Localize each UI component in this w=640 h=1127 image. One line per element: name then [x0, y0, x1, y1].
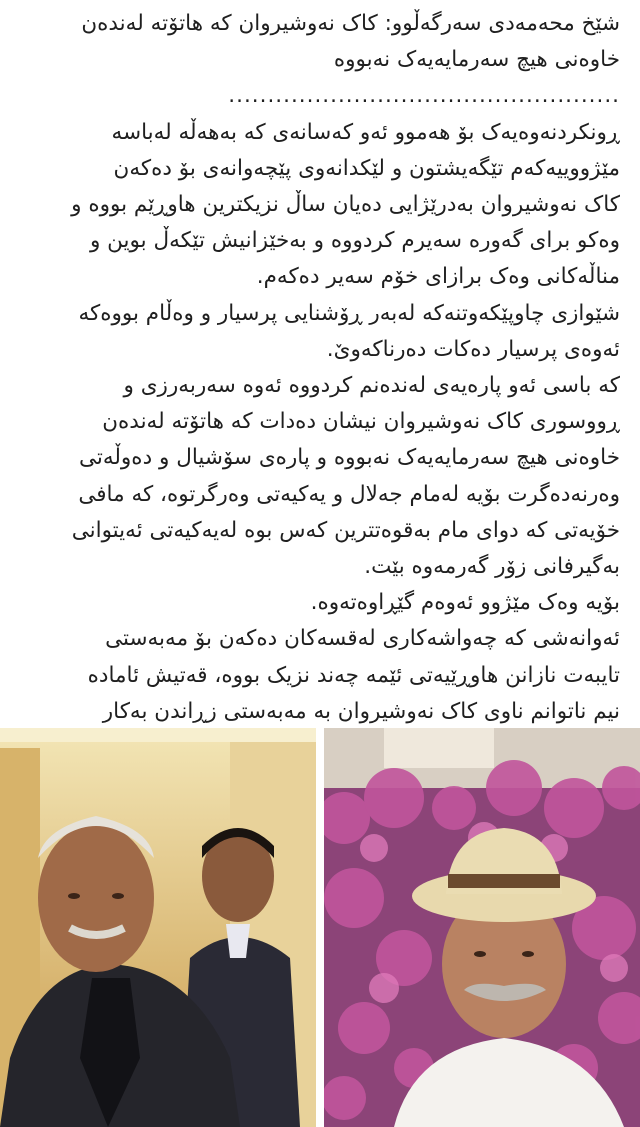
photo-man-straw-hat-bougainvillea[interactable]: [324, 728, 640, 1127]
photo-man-straw-hat-image: [324, 728, 640, 1127]
body-line: ڕونکردنەوەیەک بۆ هەموو ئەو کەسانەی کە بەهەڵە لەباسە: [111, 119, 620, 145]
body-line: وەکو برای گەورە سەیرم کردووە و بەخێزانیش تێکەڵ بوین و: [89, 228, 620, 254]
body-line: بۆیە وەک مێژوو ئەوەم گێڕاوەتەوە.: [310, 590, 620, 616]
body-line: ڕووسوری کاک نەوشیروان نیشان دەدات کە هاتۆتە لەندەن: [102, 409, 620, 435]
body-line: وەرنەدەگرت بۆیە لەمام جەلال و یەکیەتی وەرگرتوە، کە مافی: [78, 481, 620, 507]
photo-strip: [0, 728, 640, 1127]
body-line: مناڵەکانی وەک برازای خۆم سەیر دەکەم.: [256, 264, 620, 290]
body-line: ئەوەی پرسیار دەکات دەرناکەوێ.: [326, 336, 620, 362]
body-line: خۆیەتی کە دوای مام بەقوەتترین کەس بوە لەیەکیەتی ئەیتوانی: [71, 517, 620, 543]
body-line: ئەوانەشی کە چەواشەکاری لەقسەکان دەکەن بۆ مەبەستی: [105, 626, 620, 652]
body-line: خاوەنی هیچ سەرمایەیەک نەبووە و پارەی سۆشیال و دەوڵەتی: [78, 445, 620, 471]
separator-dots: ..................................................: [228, 83, 620, 109]
post-title-line-2: خاوەنی هیچ سەرمایەیەک نەبووە: [333, 47, 620, 73]
straw-hat-band: [448, 874, 560, 888]
body-line: نیم ناتوانم ناوی کاک نەوشیروان بە مەبەستی زڕاندن بەکار: [102, 698, 620, 724]
body-line: تایبەت نازانن هاوڕێیەتی ئێمە چەند نزیک بووە، قەتیش ئامادە: [87, 662, 620, 688]
body-line: مێژووییەکەم تێگەیشتون و لێکدانەوی پێچەوانەی بۆ دەکەن: [113, 155, 620, 181]
body-line: بەگیرفانی زۆر گەرمەوە بێت.: [364, 554, 620, 580]
body-line: شێوازی چاوپێکەوتنەکە لەبەر ڕۆشنایی پرسیار و وەڵام بووەکە: [78, 300, 620, 326]
photo-two-men-indoors-image: [0, 728, 316, 1127]
body-line: کە باسی ئەو پارەیەی لەندەنم کردووە ئەوە سەربەرزی و: [123, 373, 620, 399]
photo-two-men-indoors[interactable]: [0, 728, 316, 1127]
post-title-line-1: شێخ محەمەدی سەرگەڵوو: کاک نەوشیروان کە هاتۆتە لەندەن: [81, 11, 620, 36]
body-line: کاک نەوشیروان بەدرێژایی دەیان ساڵ نزیکترین هاوڕێم بووە و: [71, 192, 620, 218]
